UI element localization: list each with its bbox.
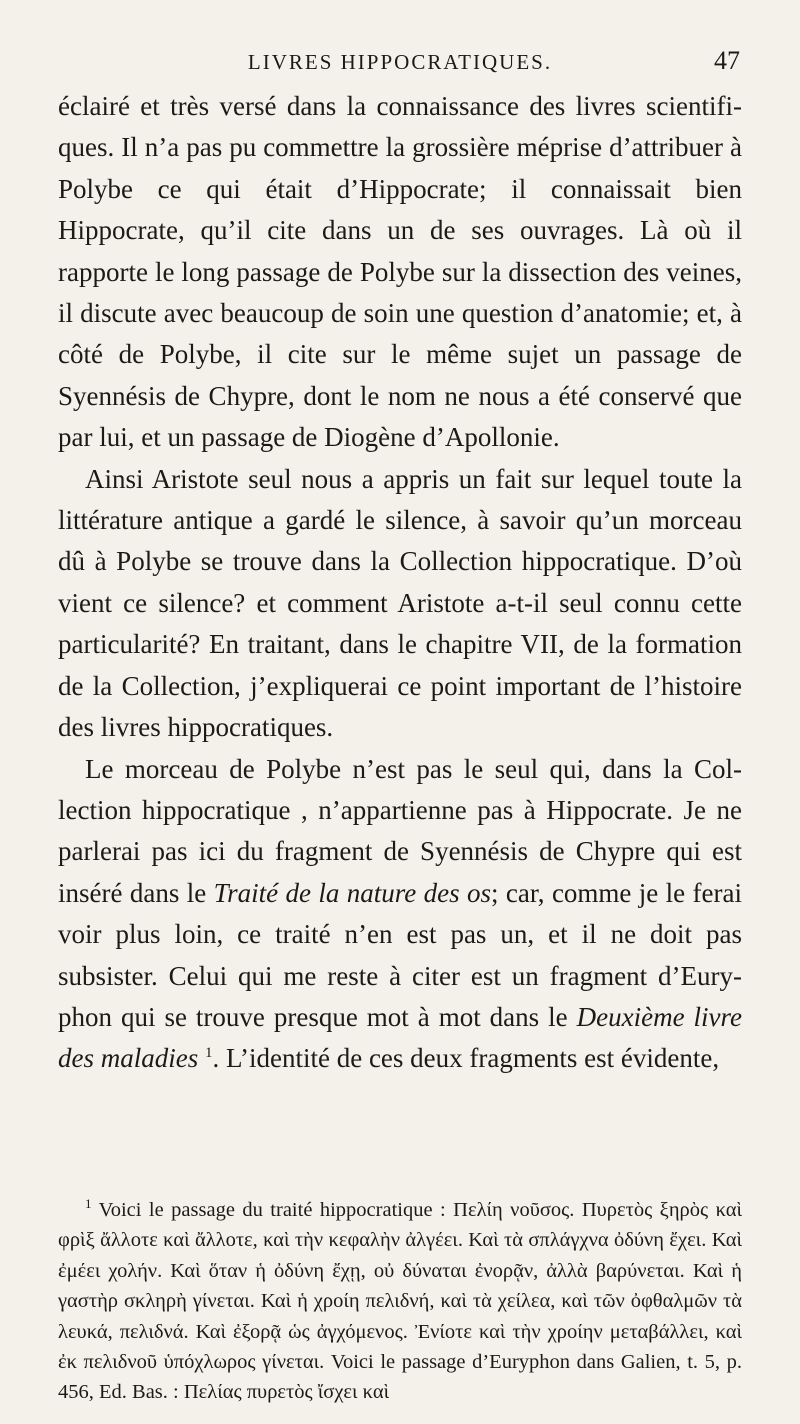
paragraph-text: ; car, comme je le ferai voir plus loin, ce traité n’en est pas un, et il ne doit pas subsister. Celui qui me reste à citer est un fragment d’Euryphon qui se trouve presque mot à mot dans le	[58, 877, 742, 1032]
page-number: 47	[714, 46, 740, 75]
running-title: LIVRES HIPPOCRATIQUES.	[247, 50, 553, 74]
footnote	[58, 1195, 742, 1408]
footnote-text: Voici le passage du traité hippocratique : Πελίη νοῦσος. Πυρετὸς ξηρὸς καὶ φρὶξ ἄλλοτε καὶ ἄλλοτε, καὶ τὴν κεφαλὴν ἀλγέει. Καὶ τὰ σπλάγχνα ὀδύνη ἔχει. Καὶ ἐμέει χολήν. Καὶ ὅταν ἡ ὀδύνη ἔχῃ, οὐ δύναται ἐνορᾷν, ἀλλὰ βαρύνεται. Καὶ ἡ γαστὴρ σκληρὴ γίνεται. Καὶ ἡ χροίη πελιδνή, καὶ τὰ χείλεα, καὶ τῶν ὀφθαλμῶν τὰ λευκά, πελιδνά. Καὶ ἐξορᾷ ὡς ἀγχόμενος. Ἐνίοτε καὶ τὴν χροίην μεταβάλλει, καὶ ἐκ πελιδνοῦ ὑπόχλωρος γίνεται. Voici le passage d’Euryphon dans Galien, t. 5, p. 456, Ed. Bas. : Πελίας πυρετὸς ἴσχει καὶ	[58, 1199, 742, 1404]
book-title: Deuxième livre des maladies	[58, 1001, 743, 1074]
paragraph: Ainsi Aristote seul nous a appris un fait sur lequel toute la littérature antique a gardé le silence, à savoir qu’un morceau dû à Polybe se trouve dans la Collection hippocratique. D’où vient ce silence? et comment Aristote a-t-il seul connu cette particularité? En traitant, dans le chapitre VII, de la formation de la Collection, j’expliquerai ce point important de l’histoire des livres hippocratiques.	[58, 463, 742, 743]
paragraph-text: . L’identité de ces deux fragments est évidente,	[212, 1043, 720, 1074]
running-head	[60, 46, 740, 80]
main-text	[58, 86, 742, 1080]
book-title: Traité de la nature des os	[213, 877, 492, 908]
paragraph-text: Le morceau de Polybe n’est pas le seul qui, dans la Collection hippocratique , n’appartienne pas à Hippocrate. Je ne parlerai pas ici du fragment de Syennésis de Chypre qui est inséré dans le	[58, 753, 742, 908]
paragraph	[58, 749, 742, 1080]
paragraph: éclairé et très versé dans la connaissance des livres scientifiques. Il n’a pas pu commettre la grossière méprise d’attribuer à Polybe ce qui était d’Hippocrate; il connaissait bien Hippocrate, qu’il cite dans un de ses ouvrages. Là où il rapporte le long passage de Polybe sur la dissection des veines, il discute avec beaucoup de soin une question d’anatomie; et, à côté de Polybe, il cite sur le même sujet un passage de Syennésis de Chypre, dont le nom ne nous a été conservé que par lui, et un passage de Diogène d’Apollonie.	[58, 91, 742, 453]
footnote-reference[interactable]: 1	[204, 1045, 213, 1062]
footnote-marker: 1	[85, 1196, 92, 1211]
